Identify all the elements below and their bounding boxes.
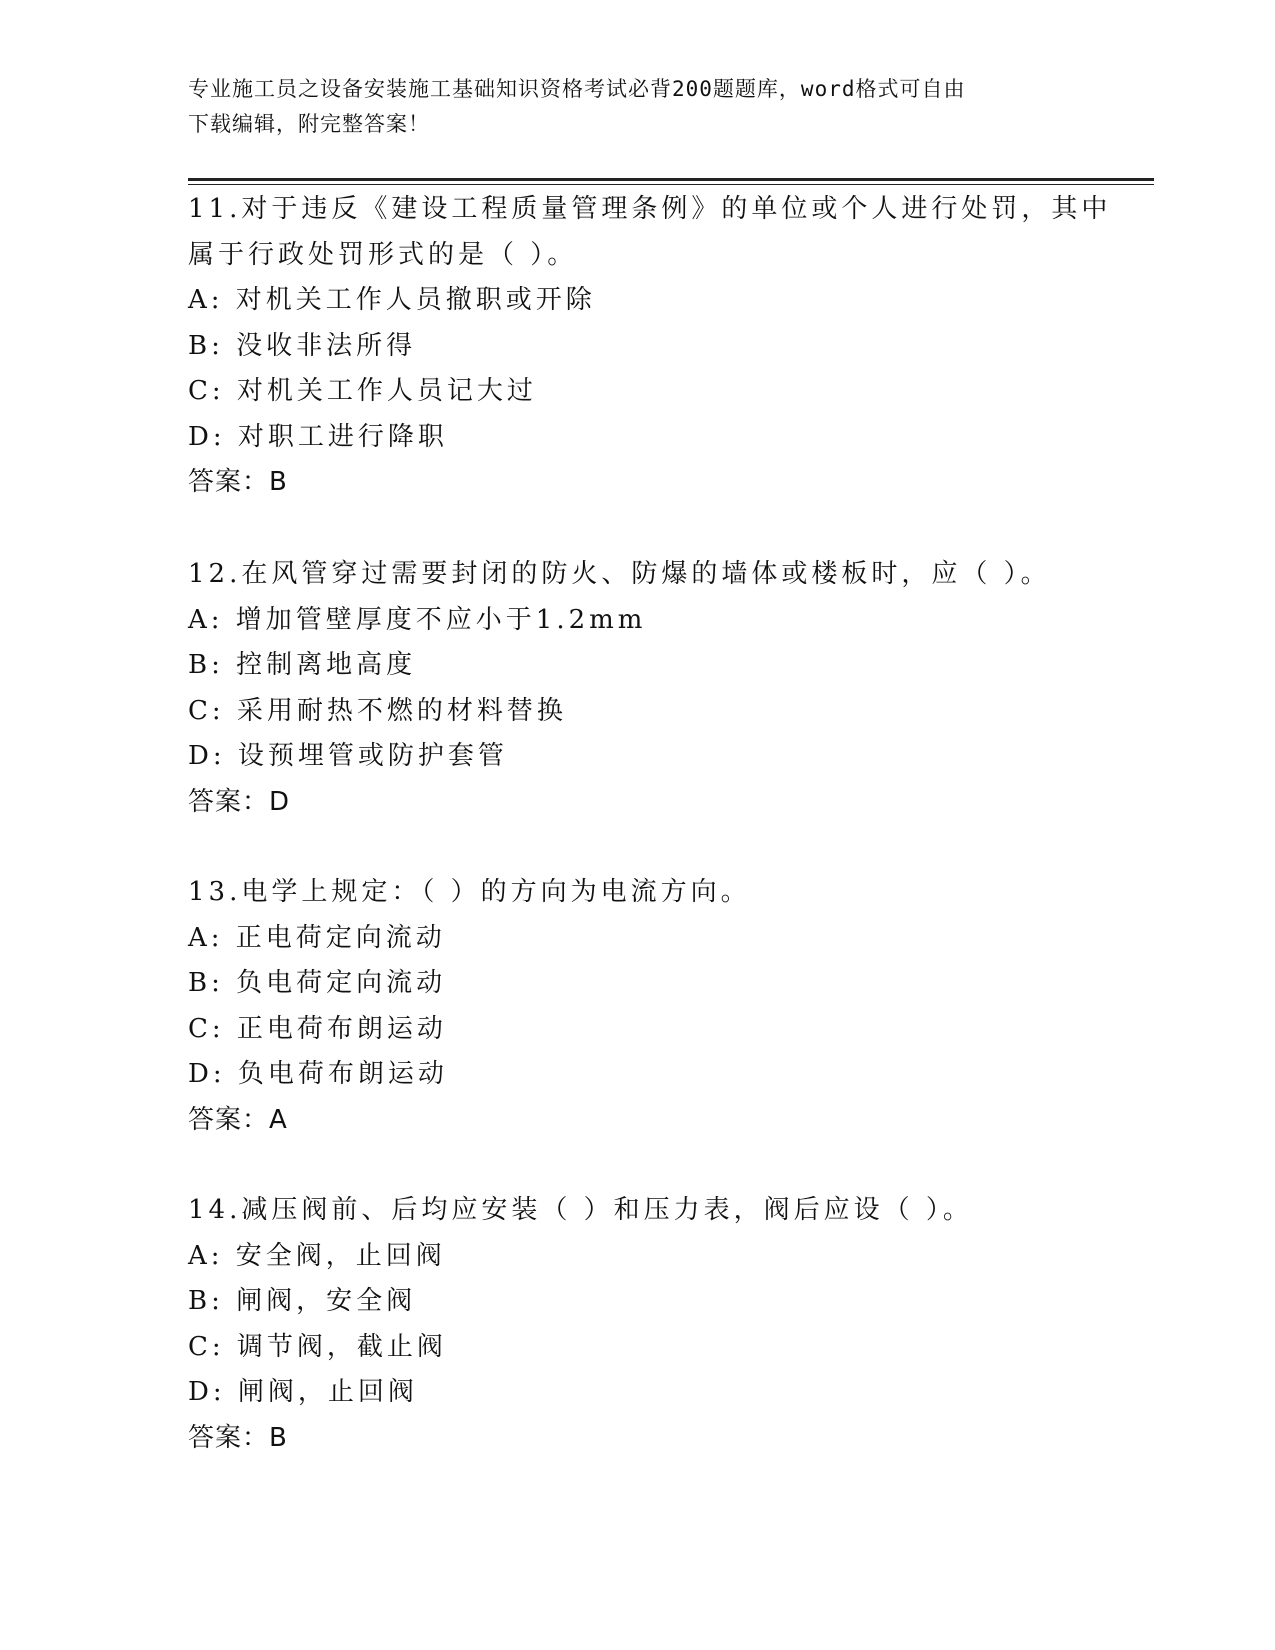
option-c: C: 调节阀，截止阀 [188, 1331, 447, 1362]
question-14 [188, 1188, 1088, 1461]
option-d: D: 对职工进行降职 [188, 421, 448, 452]
question-stem: 12.在风管穿过需要封闭的防火、防爆的墙体或楼板时，应（ ）。 [188, 559, 1051, 589]
question-12 [188, 552, 1088, 825]
header-line-1: 专业施工员之设备安装施工基础知识资格考试必背200题题库，word格式可自由 [188, 77, 966, 101]
option-c: C: 正电荷布朗运动 [188, 1013, 447, 1044]
option-d: D: 设预埋管或防护套管 [188, 741, 508, 771]
option-a: A: 增加管壁厚度不应小于1.2mm [188, 604, 647, 635]
option-c: C: 采用耐热不燃的材料替换 [188, 695, 567, 726]
option-a: A: 安全阀，止回阀 [188, 1240, 446, 1271]
option-c: C: 对机关工作人员记大过 [188, 376, 537, 406]
option-b: B: 控制离地高度 [188, 650, 417, 680]
question-stem: 11.对于违反《建设工程质量管理条例》的单位或个人进行处罚，其中 [188, 194, 1112, 224]
option-b: B: 没收非法所得 [188, 330, 417, 361]
option-a: A: 对机关工作人员撤职或开除 [188, 285, 596, 315]
option-d: D: 负电荷布朗运动 [188, 1059, 448, 1089]
question-stem-continued: 属于行政处罚形式的是（ ）。 [188, 239, 578, 270]
answer: 答案：B [188, 1422, 288, 1453]
question-stem: 14.减压阀前、后均应安装（ ）和压力表，阀后应设（ ）。 [188, 1195, 973, 1225]
answer: 答案：B [188, 467, 288, 497]
option-b: B: 负电荷定向流动 [188, 968, 447, 998]
question-13 [188, 870, 1088, 1143]
answer: 答案：A [188, 1104, 288, 1135]
header-rule-thin [188, 184, 1154, 185]
option-a: A: 正电荷定向流动 [188, 922, 446, 953]
question-11 [188, 187, 1112, 506]
header-line-2: 下载编辑，附完整答案！ [188, 112, 430, 136]
option-b: B: 闸阀，安全阀 [188, 1286, 417, 1316]
option-d: D: 闸阀，止回阀 [188, 1377, 418, 1407]
answer: 答案：D [188, 786, 291, 817]
document-header [188, 72, 1078, 142]
question-stem: 13.电学上规定：（ ）的方向为电流方向。 [188, 877, 751, 907]
header-rule-thick [188, 178, 1154, 181]
